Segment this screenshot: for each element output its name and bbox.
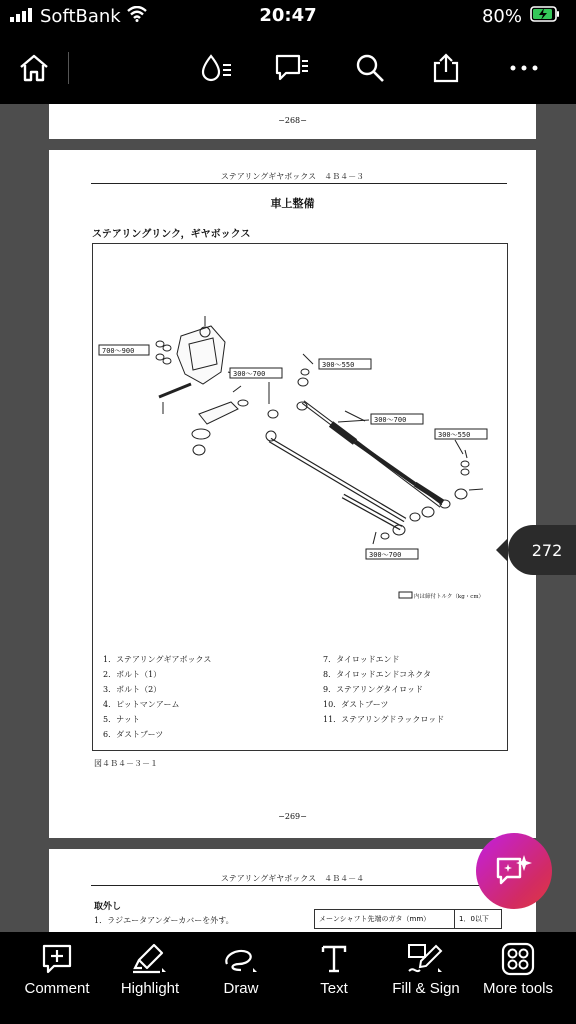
grid-icon bbox=[501, 942, 535, 976]
draw-label: Draw bbox=[223, 980, 259, 997]
page-header: ステアリングギヤボックス ４Ｂ４－３ bbox=[220, 172, 365, 181]
fill-sign-label: Fill & Sign bbox=[392, 980, 460, 997]
spec-table bbox=[314, 909, 502, 929]
removal-heading: 取外し bbox=[94, 902, 122, 912]
legend-item: 7．タイロッドエンド bbox=[323, 655, 400, 664]
highlight-label: Highlight bbox=[120, 980, 180, 997]
comment-icon bbox=[40, 942, 74, 976]
legend-item: 11．ステアリングドラックロッド bbox=[323, 715, 445, 724]
comments-list-icon[interactable] bbox=[272, 48, 312, 88]
spec-table-value: 1．0以下 bbox=[459, 915, 489, 923]
search-icon[interactable] bbox=[350, 48, 390, 88]
torque-label-4: 300～700 bbox=[374, 416, 407, 424]
share-icon[interactable] bbox=[426, 48, 466, 88]
battery-percent: 80% bbox=[481, 6, 522, 27]
toolbar-divider bbox=[68, 52, 69, 84]
legend-right bbox=[323, 652, 444, 727]
figure-frame bbox=[92, 243, 508, 751]
home-icon[interactable] bbox=[14, 48, 54, 88]
page-title: 車上整備 bbox=[270, 197, 315, 210]
page-number: −268− bbox=[278, 116, 307, 125]
legend-left bbox=[103, 652, 211, 742]
figure-caption: 図４Ｂ４－３－１ bbox=[94, 759, 158, 768]
top-toolbar bbox=[0, 34, 576, 104]
legend-item: 8．タイロッドエンドコネクタ bbox=[323, 670, 431, 679]
document-viewport[interactable] bbox=[0, 104, 576, 932]
removal-step-1: 1．ラジエータアンダーカバーを外す。 bbox=[94, 916, 234, 925]
draw-icon bbox=[221, 942, 261, 976]
carrier-name: SoftBank bbox=[40, 6, 121, 27]
battery-charging-icon bbox=[530, 6, 560, 27]
legend-item: 9．ステアリングタイロッド bbox=[323, 685, 423, 694]
status-right bbox=[482, 6, 560, 27]
legend-item: 10．ダストブーツ bbox=[323, 700, 389, 709]
legend-item: 5．ナット bbox=[103, 715, 140, 724]
bottom-tools-bar bbox=[0, 932, 576, 1024]
text-label: Text bbox=[320, 980, 348, 997]
legend-item: 1．ステアリングギアボックス bbox=[103, 655, 212, 664]
highlight-tool[interactable] bbox=[102, 942, 198, 997]
page-269 bbox=[49, 150, 536, 838]
spec-table-label: メーンシャフト先端のガタ（mm） bbox=[315, 910, 455, 928]
page-number: −269− bbox=[278, 812, 307, 821]
page-header: ステアリングギヤボックス ４Ｂ４－４ bbox=[220, 874, 365, 883]
legend-item: 2．ボルト（1） bbox=[103, 670, 162, 679]
clock: 20:47 bbox=[259, 5, 317, 26]
page-270 bbox=[49, 849, 536, 932]
torque-label-2: 300～700 bbox=[233, 370, 266, 378]
text-icon bbox=[317, 942, 351, 976]
header-rule bbox=[91, 885, 507, 886]
status-bar bbox=[0, 0, 576, 34]
fill-sign-icon bbox=[406, 942, 446, 976]
torque-label-3: 300～550 bbox=[322, 361, 355, 369]
ai-assistant-button[interactable] bbox=[476, 833, 552, 909]
fill-sign-tool[interactable] bbox=[378, 942, 474, 997]
comment-label: Comment bbox=[24, 980, 90, 997]
torque-label-6: 300～700 bbox=[369, 551, 402, 559]
highlighter-icon bbox=[130, 942, 170, 976]
page-indicator[interactable]: 272 bbox=[508, 525, 576, 575]
more-tools-label: More tools bbox=[482, 980, 554, 997]
legend-item: 3．ボルト（2） bbox=[103, 685, 162, 694]
header-rule bbox=[91, 183, 507, 184]
text-tool[interactable] bbox=[286, 942, 382, 997]
more-icon[interactable] bbox=[504, 48, 544, 88]
legend-item: 6．ダストブーツ bbox=[103, 730, 164, 739]
section-heading: ステアリングリンク，ギヤボックス bbox=[92, 229, 251, 240]
comment-tool[interactable] bbox=[9, 942, 105, 997]
draw-tool[interactable] bbox=[193, 942, 289, 997]
more-tools[interactable] bbox=[470, 942, 566, 997]
legend-item: 4．ピットマンアーム bbox=[103, 700, 180, 709]
torque-note: 内は締付トルク（kg・cm） bbox=[414, 594, 485, 600]
sparkle-chat-icon bbox=[494, 853, 534, 889]
read-mode-icon[interactable] bbox=[196, 48, 236, 88]
torque-label-5: 300～550 bbox=[438, 431, 471, 439]
page-268 bbox=[49, 104, 536, 139]
torque-label-1: 700～900 bbox=[102, 347, 135, 355]
